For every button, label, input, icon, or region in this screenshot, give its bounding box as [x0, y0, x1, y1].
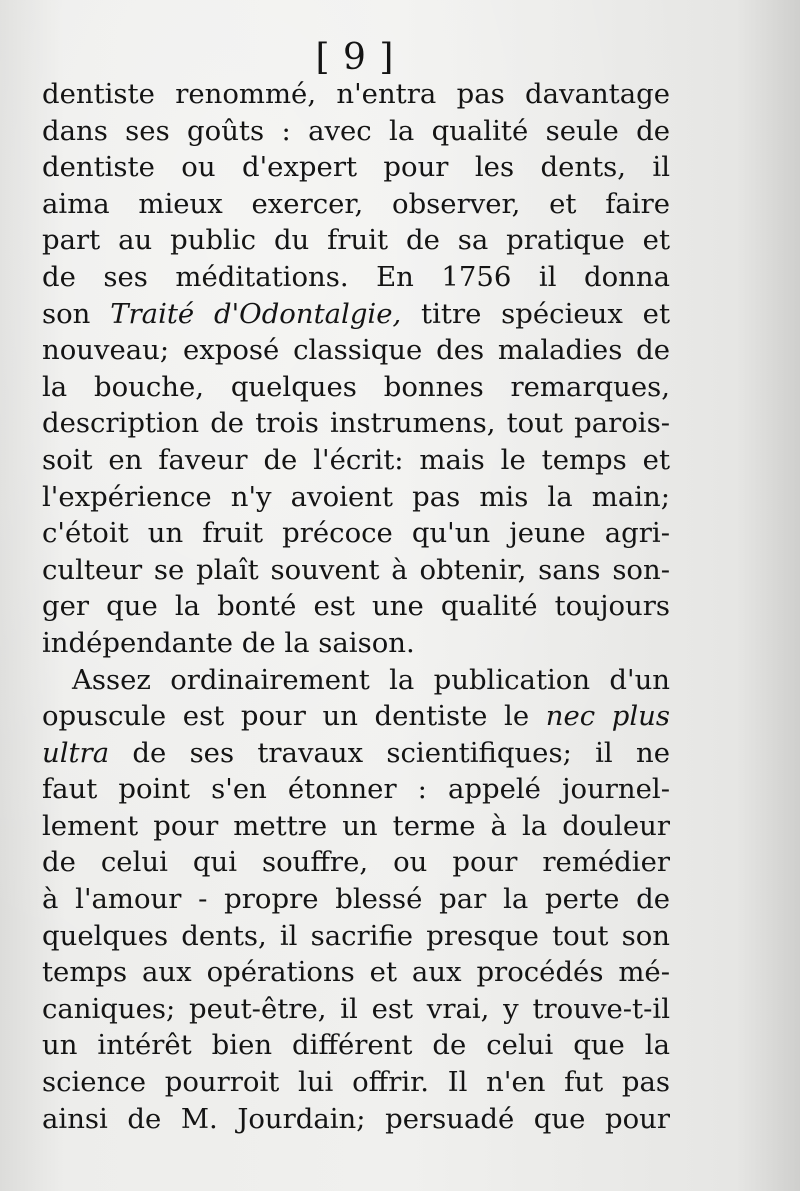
text-line: nouveau; exposé classique des maladies de: [42, 334, 670, 367]
text-run: titre spécieux et: [401, 297, 670, 330]
text-line: dentiste ou d'expert pour les dents, il: [42, 151, 670, 184]
book-title: Traité d'Odontalgie,: [110, 297, 402, 330]
text-line: aima mieux exercer, observer, et faire: [42, 187, 670, 220]
text-line: [42, 735, 670, 772]
text-line: part au public du fruit de sa pratique et: [42, 224, 670, 257]
latin-phrase: ultra: [42, 736, 110, 769]
body-text: [42, 76, 670, 1137]
text-line: temps aux opérations et aux procédés mé-: [42, 956, 670, 989]
text-line: caniques; peut-être, il est vrai, y trouve-t-il: [42, 992, 670, 1025]
paragraph-2: [42, 662, 670, 1138]
text-line: soit en faveur de l'écrit: mais le temps et: [42, 443, 670, 476]
text-line: la bouche, quelques bonnes remarques,: [42, 370, 670, 403]
text-line: [42, 296, 670, 333]
text-run: opuscule est pour un dentiste le: [42, 700, 546, 733]
text-line: dentiste renommé, n'entra pas davantage: [42, 78, 670, 110]
text-line: culteur se plaît souvent à obtenir, sans son-: [42, 553, 670, 586]
paragraph-1: [42, 76, 670, 662]
text-line: Assez ordinairement la publication d'un: [72, 663, 670, 696]
latin-phrase: nec plus: [545, 700, 670, 733]
text-line: description de trois instrumens, tout parois-: [42, 407, 670, 440]
text-line: à l'amour - propre blessé par la perte de: [42, 883, 670, 916]
text-line: de celui qui souffre, ou pour remédier: [42, 846, 670, 879]
text-line: dans ses goûts : avec la qualité seule de: [42, 114, 670, 147]
text-line: quelques dents, il sacrifie presque tout son: [42, 919, 670, 952]
text-line: c'étoit un fruit précoce qu'un jeune agri-: [42, 517, 670, 550]
text-run: son: [42, 297, 111, 330]
text-line: l'expérience n'y avoient pas mis la main;: [42, 480, 670, 513]
text-line: un intérêt bien différent de celui que la: [42, 1029, 670, 1062]
text-line: ger que la bonté est une qualité toujours: [42, 590, 670, 623]
text-line: lement pour mettre un terme à la douleur: [42, 809, 670, 842]
text-line: de ses méditations. En 1756 il donna: [42, 260, 670, 293]
text-line: [42, 698, 670, 735]
page-number: [ 9 ]: [315, 37, 395, 78]
text-line: science pourroit lui offrir. Il n'en fut pas: [42, 1066, 670, 1099]
text-line: indépendante de la saison.: [42, 626, 415, 659]
text-line: ainsi de M. Jourdain; persuadé que pour: [42, 1102, 670, 1135]
text-line: faut point s'en étonner : appelé journel-: [42, 773, 670, 806]
text-run: de ses travaux scientifiques; il ne: [109, 736, 670, 769]
